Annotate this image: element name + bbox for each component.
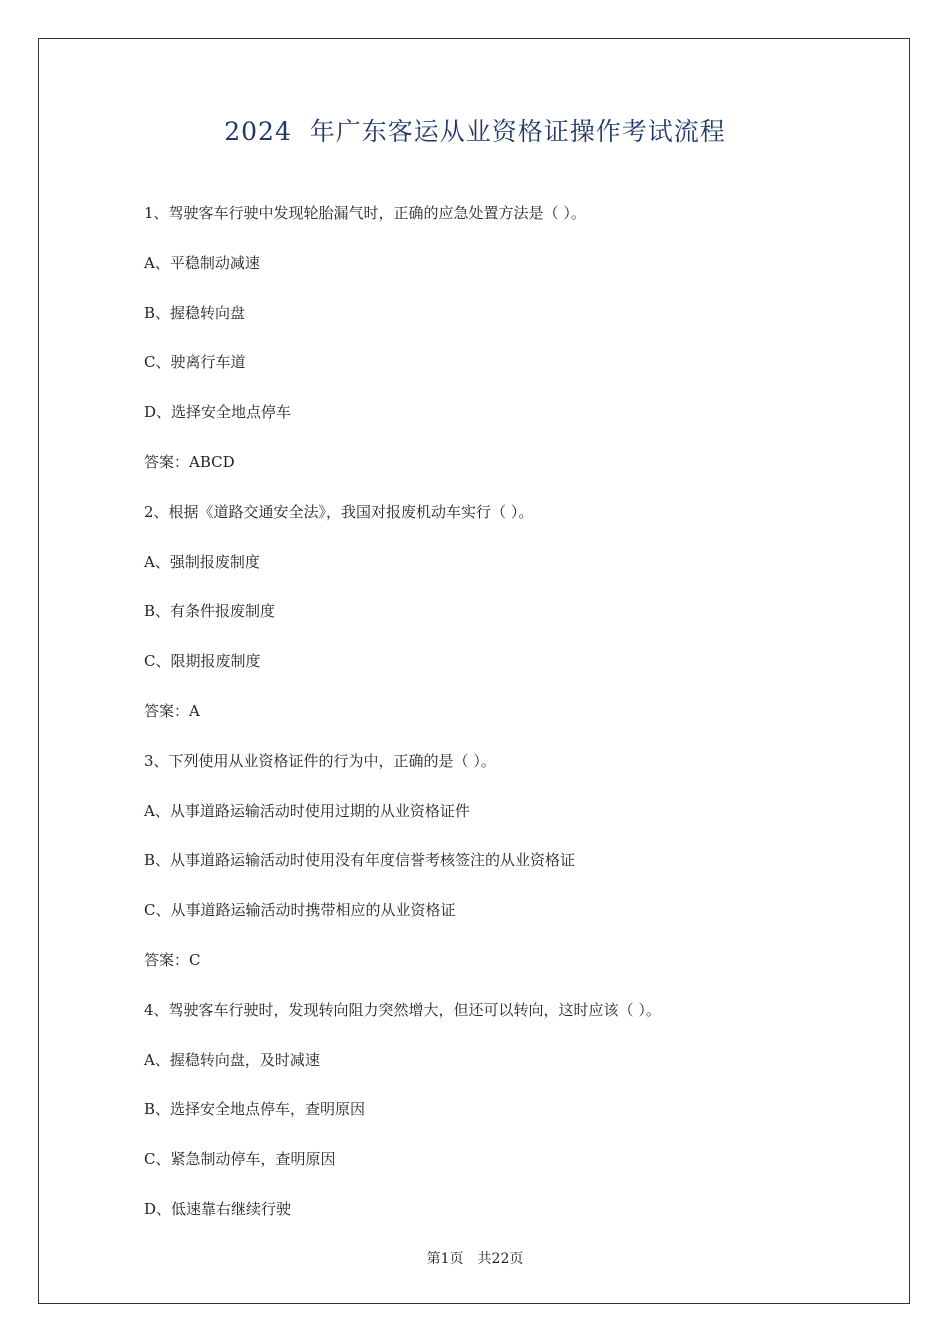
page-number: 第1页 — [426, 1251, 464, 1267]
option-1d: D、选择安全地点停车 — [144, 403, 292, 421]
page-total: 共22页 — [477, 1251, 524, 1267]
question-3: 3、下列使用从业资格证件的行为中，正确的是（ ）。 — [144, 752, 496, 770]
option-3a: A、从事道路运输活动时使用过期的从业资格证件 — [144, 802, 470, 820]
option-4d: D、低速靠右继续行驶 — [144, 1200, 292, 1218]
option-4a: A、握稳转向盘，及时减速 — [144, 1051, 320, 1069]
option-1a: A、平稳制动减速 — [144, 254, 260, 272]
document-title: 2024 年广东客运从业资格证操作考试流程 — [224, 117, 726, 146]
question-4: 4、驾驶客车行驶时，发现转向阻力突然增大，但还可以转向，这时应该（ ）。 — [144, 1001, 661, 1019]
option-1b: B、握稳转向盘 — [144, 304, 246, 322]
option-2a: A、强制报废制度 — [144, 553, 260, 571]
question-1: 1、驾驶客车行驶中发现轮胎漏气时，正确的应急处置方法是（ ）。 — [144, 204, 586, 222]
page-footer — [0, 1248, 950, 1268]
option-4c: C、紧急制动停车，查明原因 — [144, 1150, 336, 1168]
answer-2: 答案：A — [144, 702, 200, 720]
question-2: 2、根据《道路交通安全法》，我国对报废机动车实行（ ）。 — [144, 503, 534, 521]
answer-1: 答案：ABCD — [144, 453, 235, 471]
answer-3: 答案：C — [144, 951, 201, 969]
option-3c: C、从事道路运输活动时携带相应的从业资格证 — [144, 901, 456, 919]
option-4b: B、选择安全地点停车，查明原因 — [144, 1100, 366, 1118]
option-3b: B、从事道路运输活动时使用没有年度信誉考核签注的从业资格证 — [144, 851, 576, 869]
option-2b: B、有条件报废制度 — [144, 602, 276, 620]
option-2c: C、限期报废制度 — [144, 652, 261, 670]
option-1c: C、驶离行车道 — [144, 353, 246, 371]
